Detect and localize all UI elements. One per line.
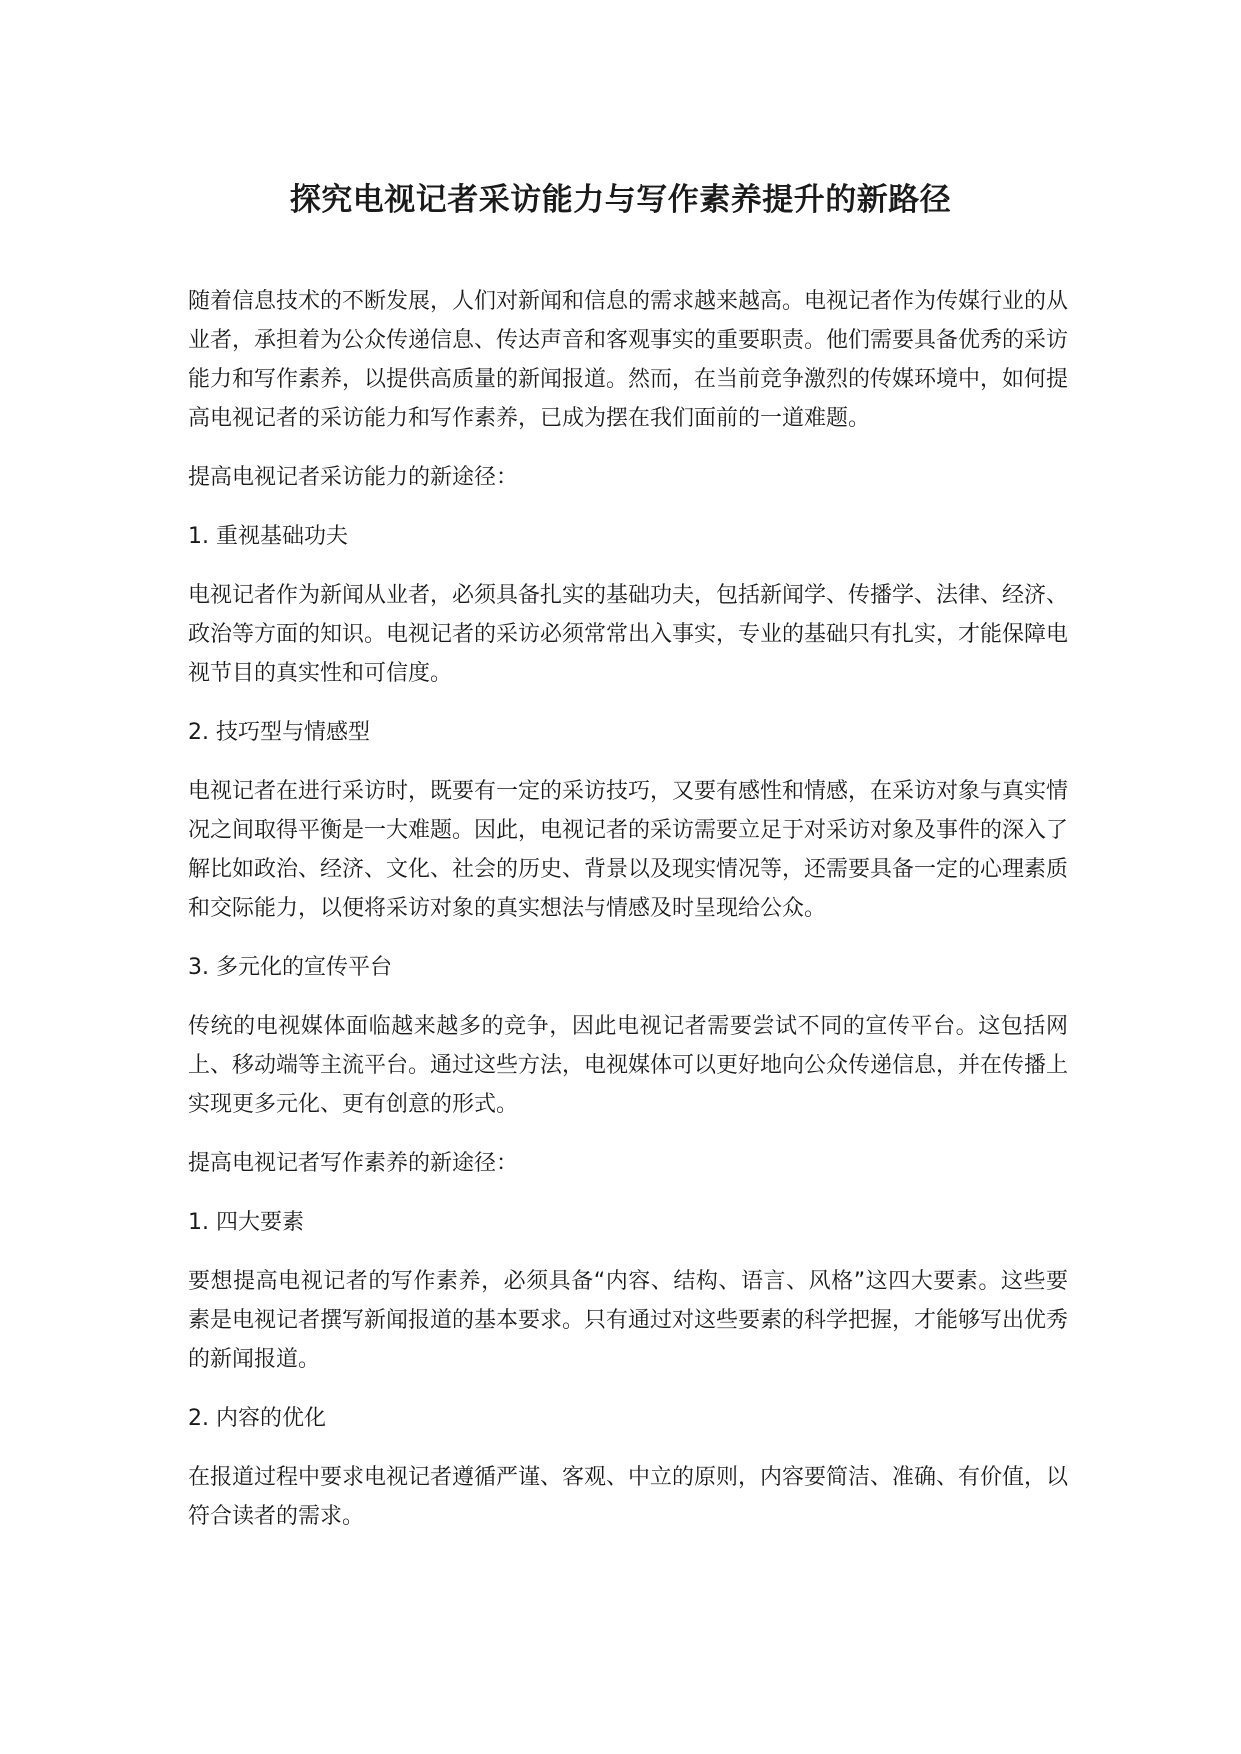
intro-paragraph: 随着信息技术的不断发展，人们对新闻和信息的需求越来越高。电视记者作为传媒行业的从业者，承担着为公众传递信息、传达声音和客观事实的重要职责。他们需要具备优秀的采访能力和写作素养，以提供高质量的新闻报道。然而，在当前竞争激烈的传媒环境中，如何提高电视记者的采访能力和写作素养，已成为摆在我们面前的一道难题。: [188, 289, 1069, 431]
paragraph-four-elements: 要想提高电视记者的写作素养，必须具备“内容、结构、语言、风格”这四大要素。这些要素是电视记者撰写新闻报道的基本要求。只有通过对这些要素的科学把握，才能够写出优秀的新闻报道。: [188, 1269, 1069, 1372]
paragraph-skill-emotion: 电视记者在进行采访时，既要有一定的采访技巧，又要有感性和情感，在采访对象与真实情况之间取得平衡是一大难题。因此，电视记者的采访需要立足于对采访对象及事件的深入了解比如政治、经济、文化、社会的历史、背景以及现实情况等，还需要具备一定的心理素质和交际能力，以便将采访对象的真实想法与情感及时呈现给公众。: [188, 779, 1069, 921]
subheading-skill-emotion: 2. 技巧型与情感型: [188, 720, 370, 745]
paragraph-basics: 电视记者作为新闻从业者，必须具备扎实的基础功夫，包括新闻学、传播学、法律、经济、政治等方面的知识。电视记者的采访必须常常出入事实，专业的基础只有扎实，才能保障电视节目的真实性和可信度。: [188, 583, 1069, 686]
paragraph-platforms: 传统的电视媒体面临越来越多的竞争，因此电视记者需要尝试不同的宣传平台。这包括网上、移动端等主流平台。通过这些方法，电视媒体可以更好地向公众传递信息，并在传播上实现更多元化、更有创意的形式。: [188, 1014, 1069, 1117]
section-heading-interview: 提高电视记者采访能力的新途径：: [188, 465, 519, 490]
section-heading-writing: 提高电视记者写作素养的新途径：: [188, 1151, 519, 1176]
page-title: 探究电视记者采访能力与写作素养提升的新路径: [289, 182, 952, 218]
subheading-platforms: 3. 多元化的宣传平台: [188, 955, 392, 980]
paragraph-content-optimization: 在报道过程中要求电视记者遵循严谨、客观、中立的原则，内容要简洁、准确、有价值，以符合读者的需求。: [188, 1465, 1069, 1529]
subheading-content-optimization: 2. 内容的优化: [188, 1406, 326, 1431]
subheading-basics: 1. 重视基础功夫: [188, 524, 348, 549]
subheading-four-elements: 1. 四大要素: [188, 1210, 304, 1235]
document-body: [188, 282, 1068, 1556]
